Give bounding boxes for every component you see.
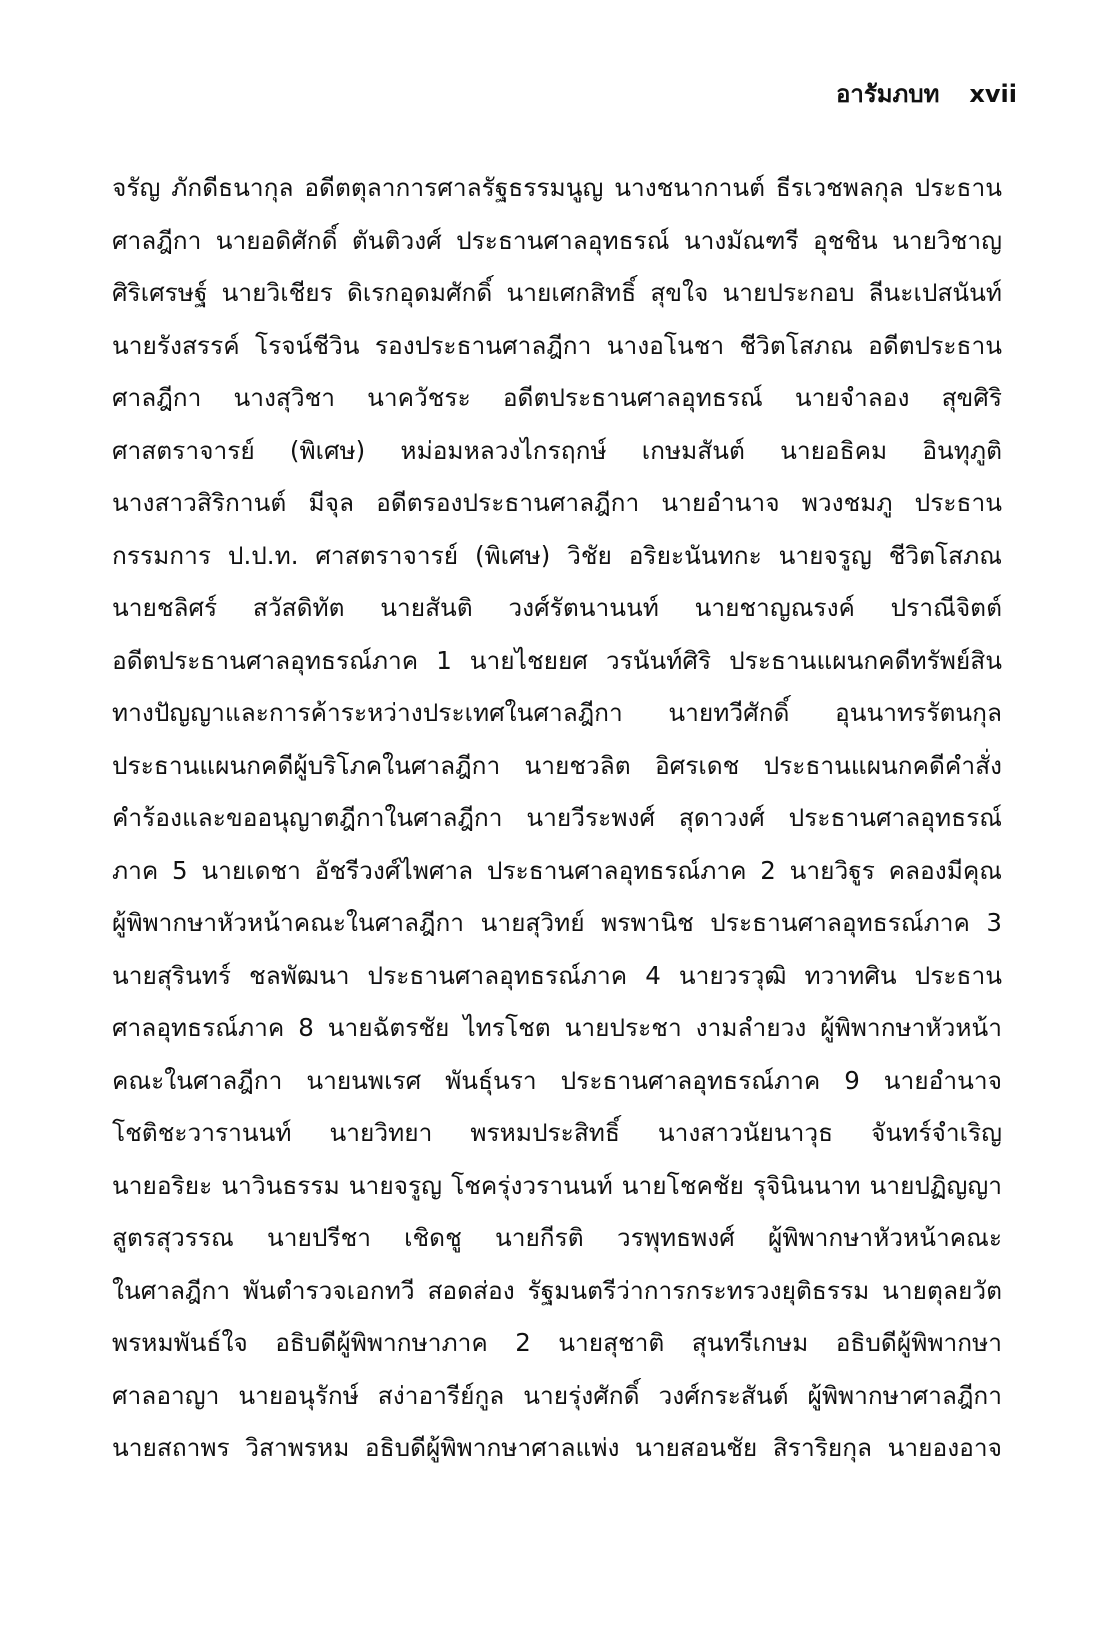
text-line: ประธานแผนกคดีผู้บริโภคในศาลฎีกา นายชวลิต อิศรเดช ประธานแผนกคดีคำสั่ง (112, 750, 1002, 780)
text-line: ศาลฎีกา นายอดิศักดิ์ ตันติวงศ์ ประธานศาลอุทธรณ์ นางมัณฑรี อุชชิน นายวิชาญ (112, 225, 1002, 255)
text-line: ศิริเศรษฐ์ นายวิเชียร ดิเรกอุดมศักดิ์ นายเศกสิทธิ์ สุขใจ นายประกอบ ลีนะเปสนันท์ (112, 278, 1002, 307)
body-paragraph (112, 162, 1002, 1475)
text-line: กรรมการ ป.ป.ท. ศาสตราจารย์ (พิเศษ) วิชัย อริยะนันทกะ นายจรูญ ชีวิตโสภณ (112, 540, 1002, 570)
text-line: คำร้องและขออนุญาตฎีกาในศาลฎีกา นายวีระพงศ์ สุดาวงศ์ ประธานศาลอุทธรณ์ (112, 803, 1002, 832)
text-line: ศาลฎีกา นางสุวิชา นาควัชระ อดีตประธานศาลอุทธรณ์ นายจำลอง สุขศิริ (112, 383, 1002, 412)
text-line: ผู้พิพากษาหัวหน้าคณะในศาลฎีกา นายสุวิทย์ พรพานิช ประธานศาลอุทธรณ์ภาค 3 (112, 908, 1002, 937)
text-line: นายชลิศร์ สวัสดิทัต นายสันติ วงศ์รัตนานนท์ นายชาญณรงค์ ปราณีจิตต์ (112, 593, 1002, 622)
text-line: จรัญ ภักดีธนากุล อดีตตุลาการศาลรัฐธรรมนูญ นางชนากานต์ ธีรเวชพลกุล ประธาน (112, 173, 1002, 202)
text-line: นายสถาพร วิสาพรหม อธิบดีผู้พิพากษาศาลแพ่ง นายสอนชัย สิราริยกุล นายองอาจ (112, 1433, 1002, 1462)
text-line: นายสุรินทร์ ชลพัฒนา ประธานศาลอุทธรณ์ภาค 4 นายวรวุฒิ ทวาทศิน ประธาน (112, 960, 1002, 990)
text-line: อดีตประธานศาลอุทธรณ์ภาค 1 นายไชยยศ วรนันท์ศิริ ประธานแผนกคดีทรัพย์สิน (112, 645, 1002, 675)
text-line: พรหมพันธ์ใจ อธิบดีผู้พิพากษาภาค 2 นายสุชาติ สุนทรีเกษม อธิบดีผู้พิพากษา (112, 1328, 1002, 1357)
text-line: คณะในศาลฎีกา นายนพเรศ พันธุ์นรา ประธานศาลอุทธรณ์ภาค 9 นายอำนาจ (112, 1065, 1002, 1095)
text-line: สูตรสุวรรณ นายปรีชา เชิดชู นายกีรติ วรพุทธพงศ์ ผู้พิพากษาหัวหน้าคณะ (112, 1223, 1002, 1252)
page-number: xvii (969, 80, 1017, 108)
text-line: นางสาวสิริกานต์ มีจุล อดีตรองประธานศาลฎีกา นายอำนาจ พวงชมภู ประธาน (112, 488, 1002, 517)
text-line: ศาลอุทธรณ์ภาค 8 นายฉัตรชัย ไทรโชต นายประชา งามลำยวง ผู้พิพากษาหัวหน้า (112, 1013, 1002, 1042)
text-line: ศาลอาญา นายอนุรักษ์ สง่าอารีย์กูล นายรุ่งศักดิ์ วงศ์กระสันต์ ผู้พิพากษาศาลฎีกา (112, 1380, 1002, 1410)
section-title: อารัมภบท (835, 80, 940, 108)
text-line: ภาค 5 นายเดชา อัชรีวงศ์ไพศาล ประธานศาลอุทธรณ์ภาค 2 นายวิฐูร คลองมีคุณ (112, 855, 1002, 885)
text-line: นายรังสรรค์ โรจน์ชีวิน รองประธานศาลฎีกา นางอโนชา ชีวิตโสภณ อดีตประธาน (112, 330, 1002, 360)
text-line: โชติชะวารานนท์ นายวิทยา พรหมประสิทธิ์ นางสาวนัยนาวุธ จันทร์จำเริญ (112, 1118, 1002, 1147)
text-line: ศาสตราจารย์ (พิเศษ) หม่อมหลวงไกรฤกษ์ เกษมสันต์ นายอธิคม อินทุภูติ (112, 435, 1002, 465)
text-line: ทางปัญญาและการค้าระหว่างประเทศในศาลฎีกา นายทวีศักดิ์ อุนนาทรรัตนกุล (112, 698, 1002, 727)
text-line: นายอริยะ นาวินธรรม นายจรูญ โชครุ่งวรานนท์ นายโชคชัย รุจินินนาท นายปฏิญญา (112, 1170, 1002, 1200)
running-header (836, 78, 1017, 110)
text-line: ในศาลฎีกา พันตำรวจเอกทวี สอดส่อง รัฐมนตรีว่าการกระทรวงยุติธรรม นายตุลยวัต (112, 1275, 1002, 1305)
